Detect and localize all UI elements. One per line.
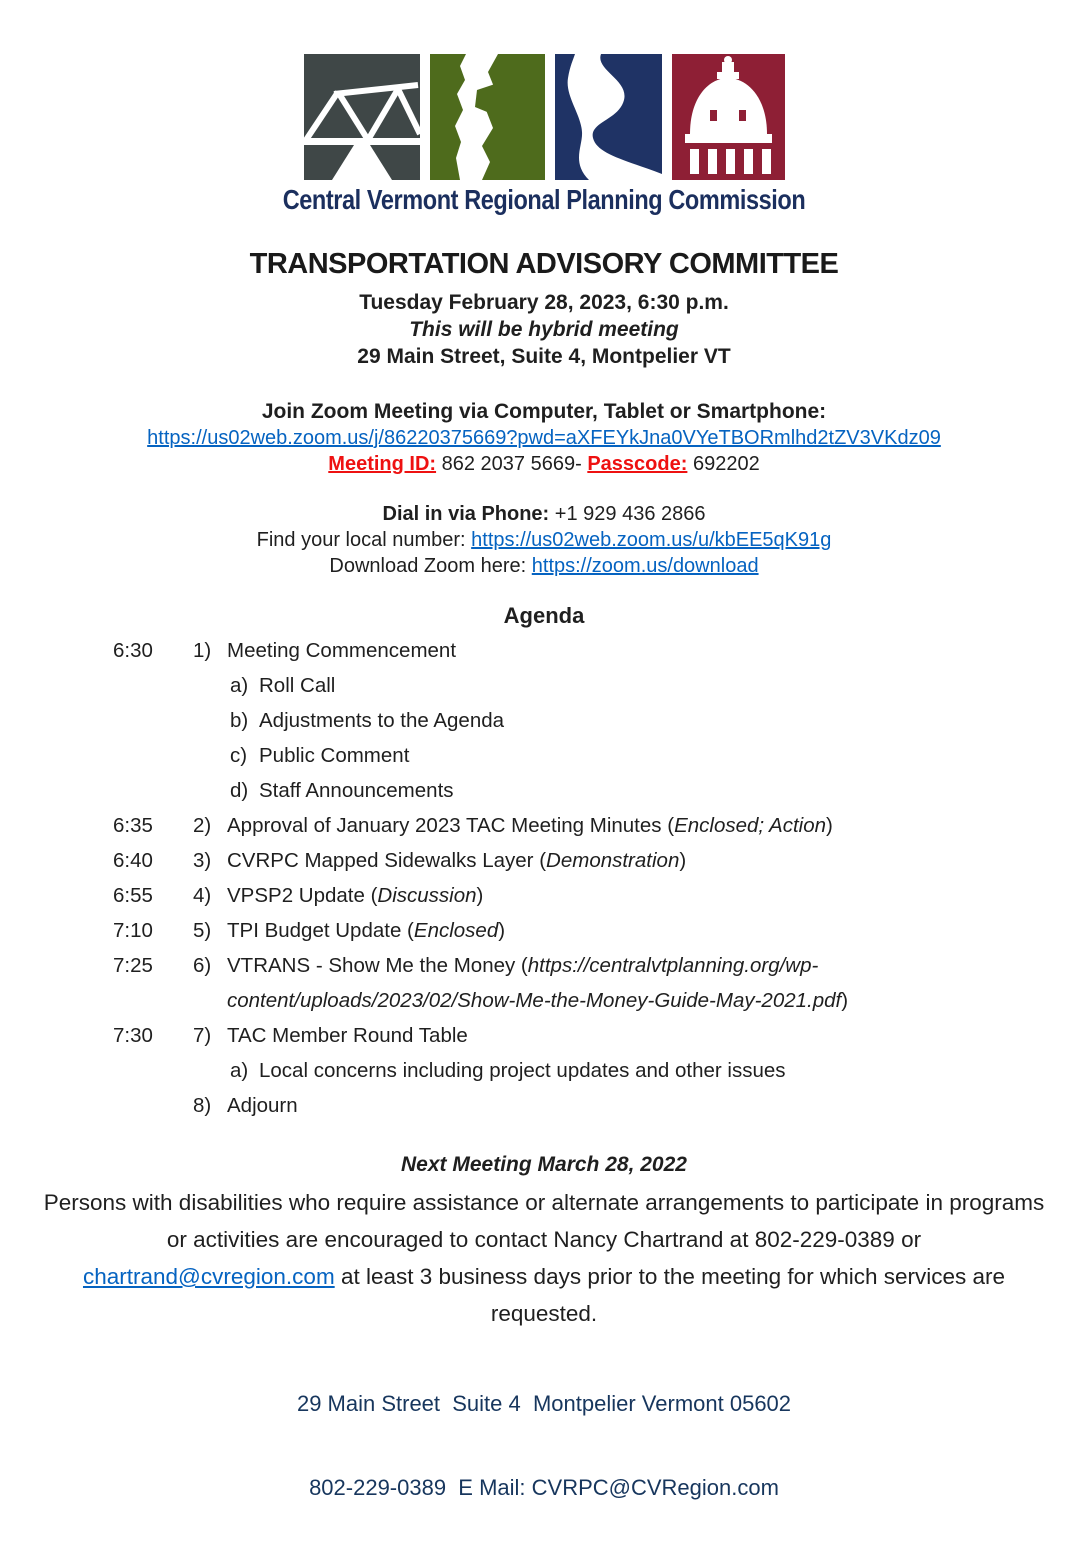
local-number-label: Find your local number: bbox=[256, 529, 466, 551]
agenda-number: 1) bbox=[193, 639, 212, 662]
agenda-subitem-1c bbox=[230, 738, 1088, 773]
agenda-item-4 bbox=[113, 878, 1088, 913]
download-zoom-link[interactable]: https://zoom.us/download bbox=[531, 555, 759, 577]
agenda-time: 6:30 bbox=[113, 639, 153, 662]
agenda-item-7 bbox=[113, 1018, 1088, 1053]
agenda-subletter: d) bbox=[230, 779, 249, 802]
logo-wordmark: Central Vermont Regional Planning Commission bbox=[282, 184, 806, 215]
passcode-value: 692202 bbox=[692, 453, 760, 475]
agenda-subitem-1b bbox=[230, 703, 1088, 738]
dial-in-label: Dial in via Phone: bbox=[382, 503, 550, 525]
agenda-number: 4) bbox=[193, 884, 212, 907]
agenda-subitem-1d bbox=[230, 773, 1088, 808]
agenda-time: 6:55 bbox=[113, 884, 153, 907]
agenda-subletter: c) bbox=[230, 744, 248, 767]
footer-phone-email: 802-229-0389 E Mail: CVRPC@CVRegion.com bbox=[309, 1475, 779, 1500]
agenda-time: 6:35 bbox=[113, 814, 153, 837]
bridge-icon bbox=[304, 54, 420, 180]
agenda-text: TPI Budget Update (Enclosed) bbox=[227, 919, 506, 942]
agenda-number: 2) bbox=[193, 814, 212, 837]
agenda-subtext: Staff Announcements bbox=[259, 779, 454, 802]
dial-in-line bbox=[0, 501, 1088, 527]
logo-panels bbox=[0, 54, 1088, 180]
vermont-map-icon bbox=[430, 54, 545, 180]
footer-address: 29 Main Street Suite 4 Montpelier Vermont 05602 bbox=[296, 1391, 792, 1416]
page-title: TRANSPORTATION ADVISORY COMMITTEE bbox=[249, 248, 839, 280]
agenda-text: TAC Member Round Table bbox=[227, 1024, 468, 1047]
accessibility-statement bbox=[42, 1184, 1047, 1332]
accessibility-text-pre: Persons with disabilities who require assistance or alternate arrangements to participate in programs or activities are encouraged to contact Nancy Chartrand at 802-229-0389 or bbox=[43, 1190, 1045, 1252]
agenda-text: CVRPC Mapped Sidewalks Layer (Demonstration) bbox=[227, 849, 687, 872]
agenda-subitem-1a bbox=[230, 668, 1088, 703]
cvrpc-logo bbox=[0, 54, 1088, 216]
agenda-text: VPSP2 Update (Discussion) bbox=[227, 884, 484, 907]
agenda-item-1 bbox=[113, 633, 1088, 668]
agenda-time: 6:40 bbox=[113, 849, 153, 872]
local-number-link[interactable]: https://us02web.zoom.us/u/kbEE5qK91g bbox=[471, 529, 832, 551]
download-zoom-line bbox=[0, 553, 1088, 579]
agenda-item-8 bbox=[113, 1088, 1088, 1123]
agenda-heading: Agenda bbox=[503, 603, 585, 628]
agenda-number: 5) bbox=[193, 919, 212, 942]
download-zoom-label: Download Zoom here: bbox=[329, 555, 527, 577]
agenda-subtext: Local concerns including project updates and other issues bbox=[259, 1059, 786, 1082]
agenda-list bbox=[0, 633, 1088, 1123]
agenda-text: VTRANS - Show Me the Money (https://centralvtplanning.org/wp-content/uploads/2023/02/Show-Me-the-Money-Guide-May-2021.pdf) bbox=[227, 954, 849, 1012]
agenda-subtext: Public Comment bbox=[259, 744, 410, 767]
agenda-subletter: a) bbox=[230, 1059, 249, 1082]
agenda-text: Adjourn bbox=[227, 1094, 298, 1117]
agenda-time: 7:10 bbox=[113, 919, 153, 942]
meeting-datetime: Tuesday February 28, 2023, 6:30 p.m. bbox=[359, 291, 729, 314]
agenda-subletter: a) bbox=[230, 674, 249, 697]
agenda-number: 7) bbox=[193, 1024, 212, 1047]
zoom-join-link[interactable]: https://us02web.zoom.us/j/86220375669?pwd=aXFEYkJna0VYeTBORmlhd2tZV3VKdz09 bbox=[147, 427, 941, 449]
zoom-join-heading: Join Zoom Meeting via Computer, Tablet or Smartphone: bbox=[261, 400, 827, 423]
meeting-id-label: Meeting ID: bbox=[328, 453, 437, 475]
zoom-join-link-line bbox=[0, 425, 1088, 451]
agenda-number: 8) bbox=[193, 1094, 212, 1117]
dial-in-number: +1 929 436 2866 bbox=[554, 503, 706, 525]
meeting-id-line bbox=[0, 451, 1088, 477]
accessibility-email-link[interactable]: chartrand@cvregion.com bbox=[82, 1264, 335, 1289]
capitol-dome-icon bbox=[672, 54, 785, 180]
agenda-time bbox=[113, 1088, 193, 1123]
agenda-number: 3) bbox=[193, 849, 212, 872]
org-footer bbox=[0, 1334, 1088, 1558]
local-number-line bbox=[0, 527, 1088, 553]
next-meeting-note: Next Meeting March 28, 2022 bbox=[401, 1153, 687, 1176]
agenda-item-3 bbox=[113, 843, 1088, 878]
hybrid-note: This will be hybrid meeting bbox=[409, 318, 679, 341]
agenda-subtext: Roll Call bbox=[259, 674, 336, 697]
agenda-time: 7:30 bbox=[113, 1024, 153, 1047]
agenda-text: Approval of January 2023 TAC Meeting Minutes (Enclosed; Action) bbox=[227, 814, 833, 837]
agenda-text: Meeting Commencement bbox=[227, 639, 457, 662]
agenda-item-6 bbox=[113, 948, 1088, 1018]
agenda-subitem-7a bbox=[230, 1053, 1088, 1088]
winding-road-icon bbox=[555, 54, 662, 180]
agenda-number: 6) bbox=[193, 954, 212, 977]
agenda-subtext: Adjustments to the Agenda bbox=[259, 709, 505, 732]
meeting-address: 29 Main Street, Suite 4, Montpelier VT bbox=[357, 345, 731, 368]
agenda-subletter: b) bbox=[230, 709, 249, 732]
meeting-id-value: 862 2037 5669- bbox=[441, 453, 582, 475]
accessibility-text-post: at least 3 business days prior to the meeting for which services are requested. bbox=[334, 1264, 1006, 1326]
agenda-item-5 bbox=[113, 913, 1088, 948]
passcode-label: Passcode: bbox=[587, 453, 688, 475]
agenda-item-2 bbox=[113, 808, 1088, 843]
agenda-time: 7:25 bbox=[113, 954, 153, 977]
